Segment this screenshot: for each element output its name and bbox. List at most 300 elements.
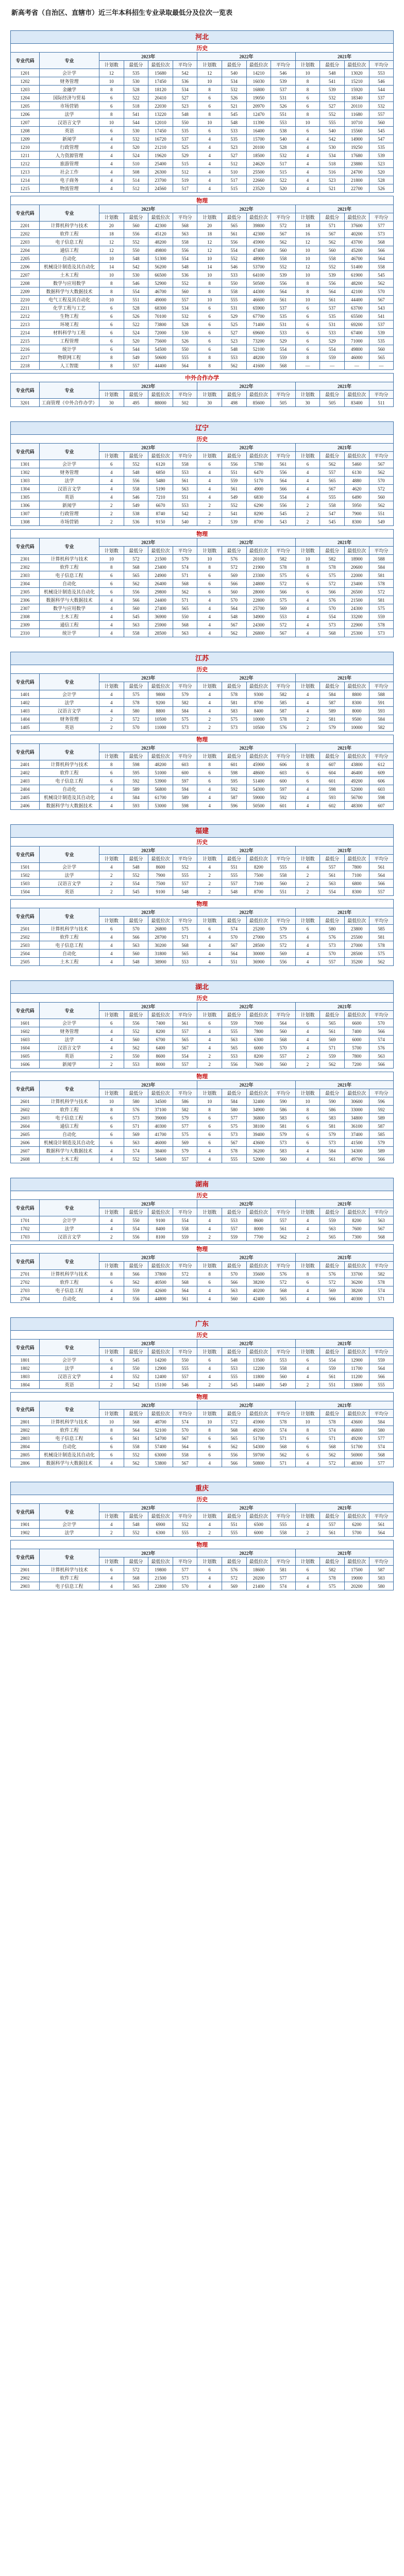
score-cell: 61900	[344, 271, 369, 279]
score-cell: 597	[271, 785, 296, 793]
score-cell: 553	[222, 353, 246, 362]
score-cell: 550	[173, 613, 197, 621]
score-cell: 4	[99, 699, 124, 707]
score-cell: 22000	[344, 571, 369, 580]
score-cell: 4	[295, 485, 320, 493]
score-cell: 29800	[148, 588, 173, 596]
metric-header: 最低分	[320, 1410, 345, 1418]
score-cell: 548	[222, 613, 246, 621]
metric-header: 计划数	[295, 1262, 320, 1270]
score-cell: 569	[124, 1130, 148, 1139]
score-cell: 35200	[344, 958, 369, 966]
score-cell: 565	[124, 1582, 148, 1590]
major-name: 汉语言文学	[40, 879, 99, 888]
major-name: 电子信息工程	[40, 1114, 99, 1122]
major-code: 1206	[11, 110, 40, 118]
score-cell: 548	[222, 345, 246, 353]
metric-header: 计划数	[99, 1208, 124, 1216]
major-code: 1304	[11, 485, 40, 493]
score-cell: 4	[197, 1582, 222, 1590]
score-cell: 563	[222, 1036, 246, 1044]
score-cell: 556	[124, 230, 148, 238]
score-cell: 7600	[344, 1225, 369, 1233]
score-cell: 578	[124, 699, 148, 707]
score-cell: 566	[222, 580, 246, 588]
score-cell: 46400	[344, 769, 369, 777]
score-cell: 4	[197, 168, 222, 176]
score-cell: 6490	[344, 493, 369, 501]
score-cell: 4	[295, 613, 320, 621]
score-cell: 567	[222, 941, 246, 950]
metric-header: 最低分	[222, 61, 246, 69]
major-code: 1308	[11, 518, 40, 526]
year-header-row	[11, 908, 394, 917]
score-cell: 561	[320, 296, 345, 304]
score-cell: 7100	[344, 871, 369, 879]
score-cell: 42300	[148, 222, 173, 230]
score-cell: 8	[99, 1106, 124, 1114]
score-cell: 2	[99, 1060, 124, 1069]
metric-header: 最低分	[222, 752, 246, 760]
major-code: 2804	[11, 1443, 40, 1451]
major-code: 2304	[11, 580, 40, 588]
score-cell: 572	[222, 1574, 246, 1582]
score-cell: 53700	[246, 263, 271, 271]
major-name: 土木工程	[40, 958, 99, 966]
year-header: 2021年	[295, 444, 393, 452]
score-cell: 565	[320, 1233, 345, 1241]
score-cell: 558	[320, 501, 345, 510]
score-cell: 588	[369, 690, 394, 699]
metric-header: 最低位次	[246, 61, 271, 69]
score-cell: 2	[99, 1233, 124, 1241]
score-cell: 556	[320, 279, 345, 287]
score-cell: 510	[222, 168, 246, 176]
score-cell: 6	[295, 769, 320, 777]
metric-header: 平均分	[173, 1089, 197, 1097]
score-cell: 27000	[344, 941, 369, 950]
province-section	[10, 824, 394, 969]
score-cell: 4	[197, 1147, 222, 1155]
score-cell: 10	[197, 271, 222, 279]
col-header-major: 专业	[40, 744, 99, 760]
score-cell: 88000	[148, 399, 173, 407]
score-cell: 6120	[148, 460, 173, 468]
score-cell: 581	[271, 1122, 296, 1130]
metric-header: 最低分	[124, 1089, 148, 1097]
score-cell: 588	[369, 555, 394, 563]
score-cell: 556	[124, 1019, 148, 1027]
year-header-row	[11, 444, 394, 452]
score-cell: 8000	[148, 1060, 173, 1069]
year-header: 2023年	[99, 205, 197, 213]
score-cell: 550	[222, 279, 246, 287]
score-cell: 526	[369, 184, 394, 193]
score-cell: 584	[173, 707, 197, 715]
score-cell: 568	[173, 580, 197, 588]
table-row	[11, 1426, 394, 1434]
score-cell: 574	[124, 1147, 148, 1155]
major-name: 土木工程	[40, 1155, 99, 1163]
score-cell: 549	[222, 493, 246, 501]
year-header: 2021年	[295, 1200, 393, 1208]
score-cell: 589	[124, 785, 148, 793]
score-cell: 7210	[148, 493, 173, 501]
metric-header: 最低分	[222, 1011, 246, 1019]
year-header: 2021年	[295, 1401, 393, 1410]
score-cell: 595	[124, 769, 148, 777]
major-name: 市场营销	[40, 102, 99, 110]
score-cell: 592	[222, 785, 246, 793]
score-cell: 6	[197, 312, 222, 320]
table-row	[11, 699, 394, 707]
score-cell: 2	[99, 871, 124, 879]
score-cell: 2	[295, 518, 320, 526]
score-cell: 551	[222, 863, 246, 871]
score-cell: —	[344, 362, 369, 370]
score-cell: 4	[99, 1225, 124, 1233]
score-cell: 15920	[344, 86, 369, 94]
score-table	[10, 529, 394, 637]
table-row	[11, 1566, 394, 1574]
metric-header: 平均分	[271, 855, 296, 863]
major-name: 电子信息工程	[40, 1582, 99, 1590]
major-code: 2805	[11, 1451, 40, 1459]
score-cell: 534	[222, 77, 246, 86]
table-row	[11, 1216, 394, 1225]
major-code: 2303	[11, 571, 40, 580]
score-cell: 28500	[148, 629, 173, 637]
score-cell: 4	[99, 485, 124, 493]
major-code: 2212	[11, 312, 40, 320]
major-code: 1703	[11, 1233, 40, 1241]
score-cell: 34900	[246, 613, 271, 621]
metric-header: 最低分	[320, 61, 345, 69]
score-table	[10, 373, 394, 407]
table-row	[11, 222, 394, 230]
score-cell: 4	[295, 621, 320, 629]
score-cell: 6200	[344, 1520, 369, 1529]
major-code: 1601	[11, 1019, 40, 1027]
score-cell: 556	[124, 588, 148, 596]
score-cell: 606	[271, 760, 296, 769]
score-cell: 7900	[344, 510, 369, 518]
score-cell: 579	[173, 1114, 197, 1122]
score-cell: 573	[124, 1114, 148, 1122]
subject-row	[11, 1072, 394, 1081]
score-cell: 21900	[246, 563, 271, 571]
score-cell: 548	[124, 863, 148, 871]
score-cell: 598	[320, 785, 345, 793]
metric-header: 计划数	[99, 1512, 124, 1520]
score-cell: 575	[369, 604, 394, 613]
score-cell: 6	[295, 1278, 320, 1286]
score-cell: 19000	[344, 1574, 369, 1582]
score-cell: 6	[295, 329, 320, 337]
metric-header: 平均分	[369, 855, 394, 863]
score-cell: 8	[295, 86, 320, 94]
table-row	[11, 69, 394, 77]
score-cell: 578	[369, 1278, 394, 1286]
score-cell: 583	[320, 1114, 345, 1122]
metric-header: 平均分	[369, 1410, 394, 1418]
score-cell: 564	[369, 1529, 394, 1537]
score-cell: 576	[222, 1566, 246, 1574]
major-name: 自动化	[40, 1443, 99, 1451]
score-cell: 554	[173, 1216, 197, 1225]
col-header-code: 专业代码	[11, 205, 40, 222]
major-code: 1404	[11, 715, 40, 723]
major-code: 2309	[11, 621, 40, 629]
score-cell: 10	[295, 296, 320, 304]
table-row	[11, 143, 394, 151]
major-name: 机械设计制造及其自动化	[40, 263, 99, 271]
table-row	[11, 246, 394, 255]
score-cell: 585	[369, 1130, 394, 1139]
score-cell: 529	[222, 312, 246, 320]
score-cell: 553	[173, 958, 197, 966]
score-cell: 4	[99, 604, 124, 613]
score-cell: 4	[197, 1520, 222, 1529]
score-cell: 6	[99, 1356, 124, 1364]
table-row	[11, 102, 394, 110]
table-row	[11, 230, 394, 238]
table-row	[11, 110, 394, 118]
score-cell: 569	[271, 604, 296, 613]
score-cell: 551	[173, 493, 197, 501]
score-cell: 54500	[148, 345, 173, 353]
score-cell: 22700	[344, 184, 369, 193]
score-cell: 37400	[344, 1130, 369, 1139]
table-row	[11, 1574, 394, 1582]
major-code: 2502	[11, 933, 40, 941]
year-header: 2023年	[99, 382, 197, 391]
score-cell: 4	[295, 468, 320, 477]
score-cell: 51000	[148, 769, 173, 777]
score-cell: 536	[124, 518, 148, 526]
score-cell: 556	[271, 501, 296, 510]
major-name: 自动化	[40, 950, 99, 958]
score-cell: 4	[99, 785, 124, 793]
score-cell: 542	[124, 263, 148, 271]
score-cell: 580	[369, 1582, 394, 1590]
table-row	[11, 1278, 394, 1286]
score-cell: 11000	[148, 723, 173, 732]
table-row	[11, 255, 394, 263]
metric-header: 计划数	[295, 61, 320, 69]
metric-header: 最低分	[320, 1208, 345, 1216]
score-cell: 2	[197, 888, 222, 896]
score-cell: 560	[222, 1295, 246, 1303]
major-code: 2215	[11, 337, 40, 345]
score-cell: 43600	[246, 1139, 271, 1147]
major-code: 2217	[11, 353, 40, 362]
score-cell: 6670	[148, 501, 173, 510]
major-code: 1605	[11, 1052, 40, 1060]
major-name: 数据科学与大数据技术	[40, 802, 99, 810]
metric-header: 平均分	[173, 1208, 197, 1216]
score-cell: 560	[369, 345, 394, 353]
major-name: 土木工程	[40, 271, 99, 279]
score-cell: 6	[197, 1114, 222, 1122]
score-cell: 6	[197, 460, 222, 468]
score-cell: 583	[369, 1574, 394, 1582]
score-cell: 569	[222, 1582, 246, 1590]
major-code: 1402	[11, 699, 40, 707]
col-header-code: 专业代码	[11, 1401, 40, 1418]
score-cell: 566	[320, 1295, 345, 1303]
score-cell: 567	[369, 296, 394, 304]
score-cell: 553	[173, 501, 197, 510]
metric-header: 最低分	[222, 452, 246, 460]
score-cell: 577	[222, 1114, 246, 1122]
major-name: 财务管理	[40, 715, 99, 723]
year-header: 2022年	[197, 53, 295, 61]
table-row	[11, 863, 394, 871]
score-cell: 536	[173, 77, 197, 86]
page	[10, 0, 394, 1594]
score-cell: 4	[295, 958, 320, 966]
score-cell: 42400	[246, 1295, 271, 1303]
score-cell: 537	[369, 320, 394, 329]
metric-header: 最低位次	[344, 547, 369, 555]
score-cell: 15560	[344, 127, 369, 135]
score-cell: 518	[124, 102, 148, 110]
score-cell: 53800	[148, 1459, 173, 1467]
score-cell: 6	[99, 329, 124, 337]
score-cell: 5950	[344, 501, 369, 510]
score-cell: 557	[369, 110, 394, 118]
score-cell: 581	[369, 571, 394, 580]
metric-header: 最低位次	[344, 855, 369, 863]
score-cell: 548	[173, 888, 197, 896]
year-header: 2022年	[197, 1003, 295, 1011]
score-cell: 585	[369, 925, 394, 933]
score-cell: 531	[320, 320, 345, 329]
score-cell: 63700	[344, 304, 369, 312]
score-cell: 4	[295, 493, 320, 501]
score-cell: 559	[222, 477, 246, 485]
score-cell: 565	[369, 353, 394, 362]
score-cell: 566	[271, 485, 296, 493]
major-code: 2505	[11, 958, 40, 966]
score-cell: 6	[197, 320, 222, 329]
score-cell: 66500	[148, 271, 173, 279]
score-cell: 6	[197, 304, 222, 312]
metric-header: 平均分	[271, 452, 296, 460]
score-cell: 582	[320, 1566, 345, 1574]
col-header-major: 专业	[40, 846, 99, 863]
score-cell: 6	[197, 580, 222, 588]
score-cell: 561	[173, 1019, 197, 1027]
score-cell: 44400	[148, 362, 173, 370]
score-cell: 6	[99, 337, 124, 345]
major-code: 2701	[11, 1270, 40, 1278]
year-header: 2022年	[197, 205, 295, 213]
score-cell: 40500	[148, 1278, 173, 1286]
table-row	[11, 320, 394, 329]
score-cell: 545	[369, 127, 394, 135]
score-cell: 23700	[148, 176, 173, 184]
year-header-row	[11, 53, 394, 61]
score-cell: 7500	[148, 879, 173, 888]
table-row	[11, 238, 394, 246]
major-name: 新闻学	[40, 135, 99, 143]
metric-header: 最低分	[124, 855, 148, 863]
score-cell: 20410	[148, 94, 173, 102]
score-cell: 566	[124, 933, 148, 941]
score-cell: 576	[320, 933, 345, 941]
score-cell: 44800	[148, 1295, 173, 1303]
col-header-major: 专业	[40, 382, 99, 399]
province-section	[10, 980, 394, 1166]
score-cell: 4	[295, 477, 320, 485]
score-cell: 4	[197, 1225, 222, 1233]
score-cell: 30600	[344, 1097, 369, 1106]
col-header-code: 专业代码	[11, 1003, 40, 1019]
metric-header: 平均分	[369, 452, 394, 460]
score-cell: 40300	[344, 1295, 369, 1303]
table-row	[11, 1019, 394, 1027]
subject-label: 历史	[11, 435, 394, 444]
score-cell: 16400	[246, 127, 271, 135]
major-code: 1305	[11, 493, 40, 501]
major-name: 法学	[40, 1529, 99, 1537]
subject-label: 中外合作办学	[11, 374, 394, 382]
score-cell: 522	[271, 176, 296, 184]
major-code: 1405	[11, 723, 40, 732]
score-cell: 25300	[344, 629, 369, 637]
score-cell: 546	[124, 493, 148, 501]
major-code: 2203	[11, 238, 40, 246]
score-cell: 4	[99, 613, 124, 621]
metric-header: 最低位次	[246, 1208, 271, 1216]
score-cell: 543	[271, 518, 296, 526]
score-cell: 570	[173, 1426, 197, 1434]
metric-header: 平均分	[271, 547, 296, 555]
major-name: 软件工程	[40, 1106, 99, 1114]
col-header-code: 专业代码	[11, 674, 40, 690]
table-row	[11, 501, 394, 510]
score-cell: 554	[271, 345, 296, 353]
major-code: 2306	[11, 596, 40, 604]
score-cell: 575	[173, 925, 197, 933]
score-cell: 562	[320, 238, 345, 246]
score-cell: 551	[124, 296, 148, 304]
score-cell: 575	[222, 715, 246, 723]
score-cell: 12	[295, 263, 320, 271]
score-cell: 57400	[148, 1443, 173, 1451]
score-cell: 571	[271, 1459, 296, 1467]
metric-header: 计划数	[295, 1557, 320, 1566]
score-cell: 21500	[148, 555, 173, 563]
score-cell: 11680	[344, 110, 369, 118]
metric-header: 平均分	[369, 752, 394, 760]
score-cell: 521	[320, 184, 345, 193]
major-code: 2406	[11, 802, 40, 810]
score-cell: 576	[222, 555, 246, 563]
major-name: 自动化	[40, 1130, 99, 1139]
metric-header: 最低分	[124, 61, 148, 69]
score-table	[10, 1495, 394, 1537]
score-cell: 4	[197, 1155, 222, 1163]
score-cell: 587	[320, 699, 345, 707]
score-cell: 4	[295, 785, 320, 793]
score-cell: 542	[173, 69, 197, 77]
score-cell: 561	[222, 230, 246, 238]
score-cell: 83400	[344, 399, 369, 407]
table-row	[11, 287, 394, 296]
